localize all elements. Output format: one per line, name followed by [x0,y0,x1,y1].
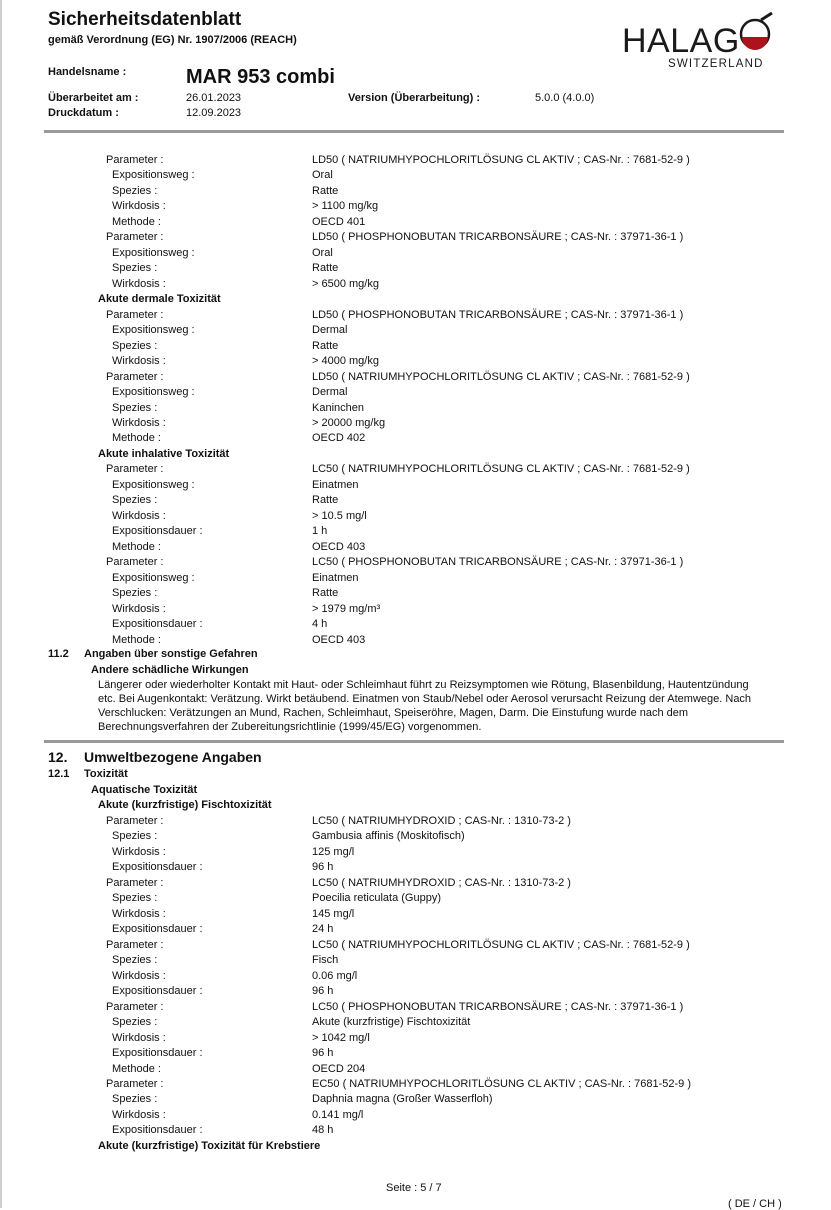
data-row [112,431,780,445]
data-row [112,215,780,229]
paragraph-line: etc. Bei Augenkontakt: Verätzung. Wirkt betäubend. Einatmen von Staub/Nebel oder Aerosol verursacht Reizung der Atemwege. Nach [98,693,752,705]
row-label: Wirkdosis : [112,845,166,858]
row-value: Fisch [312,954,339,967]
crustacean-toxicity-heading: Akute (kurzfristige) Toxizität für Krebstiere [98,1140,321,1152]
row-label: Spezies : [112,494,158,507]
row-value: > 20000 mg/kg [312,416,386,429]
data-row [112,524,780,538]
row-label: Parameter : [106,231,164,244]
header-divider [44,130,784,133]
row-value: LC50 ( NATRIUMHYDROXID ; CAS-Nr. : 1310-73-2 ) [312,815,571,827]
row-label: Wirkdosis : [112,602,166,615]
data-row [112,586,780,600]
row-value: LD50 ( NATRIUMHYPOCHLORITLÖSUNG CL AKTIV ; CAS-Nr. : 7681-52-9 ) [312,370,690,383]
row-label: Spezies : [112,1016,158,1029]
row-value: LD50 ( PHOSPHONOBUTAN TRICARBONSÄURE ; CAS-Nr. : 37971-36-1 ) [312,231,684,244]
row-value: 125 mg/l [312,845,355,858]
row-label: Expositionsweg : [112,246,195,259]
row-value: > 6500 mg/kg [312,277,379,290]
data-row [112,354,780,368]
language-code: ( DE / CH ) [728,1198,782,1210]
section-12-number: 12. [48,749,68,765]
paragraph-line: Berechnungsverfahren der Zubereitungsrichtlinie (1999/45/EG) vorgenommen. [98,721,482,733]
other-effects-heading: Andere schädliche Wirkungen [91,664,249,676]
row-label: Expositionsweg : [112,324,195,337]
row-label: Wirkdosis : [112,416,166,429]
row-value: Ratte [312,262,339,275]
version-label: Version (Überarbeitung) : [348,92,481,104]
row-label: Expositionsdauer : [112,861,203,874]
fish-toxicity-heading: Akute (kurzfristige) Fischtoxizität [98,799,272,811]
row-value: Dermal [312,324,348,337]
section-12-title: Umweltbezogene Angaben [84,749,262,765]
logo-flask-icon [741,13,772,50]
row-label: Spezies : [112,1093,158,1106]
logo-country: SWITZERLAND [668,58,764,70]
data-row [112,633,780,647]
row-label: Methode : [112,1062,161,1075]
row-value: Daphnia magna (Großer Wasserfloh) [312,1093,493,1106]
data-row [112,478,780,492]
data-row [106,370,780,384]
section-12-divider [44,740,784,743]
row-label: Methode : [112,633,161,646]
data-row [112,829,780,843]
row-label: Wirkdosis : [112,509,166,522]
aquatic-toxicity-heading: Aquatische Toxizität [91,784,198,796]
row-label: Parameter : [106,463,164,476]
version-value: 5.0.0 (4.0.0) [535,92,595,104]
row-value: > 1979 mg/m³ [312,602,381,615]
row-label: Expositionsweg : [112,571,195,584]
row-label: Expositionsweg : [112,169,195,182]
row-label: Parameter : [106,876,164,889]
revised-label: Überarbeitet am : [48,92,139,104]
data-row [112,922,780,936]
data-row [106,230,780,244]
data-row [112,1062,780,1076]
data-row [112,953,780,967]
row-value: LC50 ( PHOSPHONOBUTAN TRICARBONSÄURE ; CAS-Nr. : 37971-36-1 ) [312,1000,684,1013]
row-label: Spezies : [112,184,158,197]
toxicity-subheading: Akute inhalative Toxizität [98,447,230,460]
row-value: Dermal [312,386,348,399]
data-row [112,891,780,905]
row-value: Kaninchen [312,401,364,414]
row-value: Akute (kurzfristige) Fischtoxizität [312,1016,471,1029]
section-12-1-title: Toxizität [84,768,128,780]
page-edge [0,0,2,1208]
row-label: Spezies : [112,587,158,600]
row-value: > 4000 mg/kg [312,355,379,368]
row-value: OECD 401 [312,215,366,228]
data-row [112,540,780,554]
row-label: Methode : [112,432,161,445]
row-value: LC50 ( NATRIUMHYPOCHLORITLÖSUNG CL AKTIV ; CAS-Nr. : 7681-52-9 ) [312,938,690,951]
row-label: Expositionsdauer : [112,618,203,631]
data-row [112,571,780,585]
row-label: Expositionsdauer : [112,525,203,538]
data-row [112,1092,780,1106]
data-row [112,323,780,337]
row-label: Parameter : [106,370,164,383]
row-label: Spezies : [112,954,158,967]
section-11-2-number: 11.2 [48,648,69,660]
data-row [106,308,780,322]
data-row [112,617,780,631]
row-label: Expositionsdauer : [112,985,203,998]
revised-date: 26.01.2023 [186,92,242,104]
data-row [106,1077,780,1091]
data-row [112,845,780,859]
data-row [106,938,780,952]
row-value: LC50 ( NATRIUMHYDROXID ; CAS-Nr. : 1310-73-2 ) [312,876,571,889]
row-label: Parameter : [106,1077,164,1090]
data-row [106,555,780,569]
row-value: Einatmen [312,571,359,584]
data-row [112,1108,780,1122]
data-row [112,860,780,874]
data-row [106,814,780,828]
row-value: EC50 ( NATRIUMHYPOCHLORITLÖSUNG CL AKTIV ; CAS-Nr. : 7681-52-9 ) [312,1077,691,1090]
row-value: OECD 403 [312,540,366,553]
section-11-2-title: Angaben über sonstige Gefahren [84,648,258,660]
row-value: OECD 403 [312,633,366,646]
data-row [106,462,780,476]
section-12-1-number: 12.1 [48,768,70,780]
row-label: Wirkdosis : [112,355,166,368]
data-row [112,602,780,616]
row-label: Parameter : [106,154,164,166]
data-row [112,1031,780,1045]
document-subtitle: gemäß Verordnung (EG) Nr. 1907/2006 (REACH) [48,34,297,46]
row-value: 145 mg/l [312,907,355,920]
row-label: Expositionsdauer : [112,1124,203,1137]
data-row [112,184,780,198]
other-effects-paragraph [98,678,788,734]
page-number: Seite : 5 / 7 [386,1182,442,1194]
data-row [112,493,780,507]
data-row [112,1046,780,1060]
row-label: Spezies : [112,830,158,843]
row-value: > 1042 mg/l [312,1031,370,1044]
row-label: Wirkdosis : [112,969,166,982]
row-value: 0.141 mg/l [312,1108,364,1121]
row-value: > 10.5 mg/l [312,509,367,522]
row-value: > 1100 mg/kg [312,200,379,213]
row-label: Spezies : [112,401,158,414]
row-label: Parameter : [106,556,164,569]
row-value: Ratte [312,184,339,197]
data-row [112,416,780,430]
row-value: 4 h [312,618,328,631]
data-row [106,1000,780,1014]
row-label: Parameter : [106,815,164,827]
row-label: Methode : [112,540,161,553]
trade-name-label: Handelsname : [48,66,127,78]
row-label: Wirkdosis : [112,277,166,290]
data-row [112,907,780,921]
row-value: 0.06 mg/l [312,969,358,982]
row-label: Wirkdosis : [112,200,166,213]
row-label: Spezies : [112,262,158,275]
row-value: OECD 204 [312,1062,366,1075]
row-value: Ratte [312,587,339,600]
row-value: LC50 ( NATRIUMHYPOCHLORITLÖSUNG CL AKTIV ; CAS-Nr. : 7681-52-9 ) [312,463,690,476]
print-date-label: Druckdatum : [48,107,119,119]
row-value: 1 h [312,525,328,538]
data-row [112,1015,780,1029]
row-label: Wirkdosis : [112,1108,166,1121]
logo-brand: HALAG [622,22,740,60]
paragraph-line: Verschlucken: Verätzungen an Mund, Rachen, Schleimhaut, Speiseröhre, Magen, Darm. Die Einstufung wurde nach dem [98,707,689,719]
paragraph-line: Längerer oder wiederholter Kontakt mit Haut- oder Schleimhaut führt zu Reizsymptomen wie Rötung, Blasenbildung, Hautentzündung [98,679,749,691]
product-name: MAR 953 combi [186,66,335,88]
row-value: OECD 402 [312,432,366,445]
data-row [112,984,780,998]
row-label: Wirkdosis : [112,1031,166,1044]
data-row [112,199,780,213]
row-value: LD50 ( NATRIUMHYPOCHLORITLÖSUNG CL AKTIV ; CAS-Nr. : 7681-52-9 ) [312,154,690,166]
row-value: LD50 ( PHOSPHONOBUTAN TRICARBONSÄURE ; CAS-Nr. : 37971-36-1 ) [312,308,684,321]
data-row [112,339,780,353]
data-row [112,1123,780,1137]
row-value: Oral [312,169,333,182]
data-row [106,876,780,890]
data-row [112,401,780,415]
row-value: 96 h [312,1047,334,1060]
row-label: Parameter : [106,308,164,321]
row-label: Spezies : [112,892,158,905]
row-label: Spezies : [112,339,158,352]
row-label: Methode : [112,215,161,228]
row-label: Parameter : [106,1000,164,1013]
row-value: Ratte [312,339,339,352]
toxicity-subheading: Akute dermale Toxizität [98,293,221,306]
data-row [112,261,780,275]
data-row [112,246,780,260]
row-label: Expositionsdauer : [112,923,203,936]
row-value: 96 h [312,861,334,874]
print-date: 12.09.2023 [186,107,242,119]
row-label: Expositionsdauer : [112,1047,203,1060]
row-label: Wirkdosis : [112,907,166,920]
data-row [112,168,780,182]
document-title: Sicherheitsdatenblatt [48,9,242,30]
data-row [106,153,780,167]
row-label: Parameter : [106,938,164,951]
row-value: Oral [312,246,333,259]
row-value: 48 h [312,1124,334,1137]
row-value: 24 h [312,923,334,936]
row-value: Gambusia affinis (Moskitofisch) [312,830,465,843]
data-row [112,385,780,399]
data-row [112,277,780,291]
row-value: Ratte [312,494,339,507]
row-value: 96 h [312,985,334,998]
row-value: Poecilia reticulata (Guppy) [312,892,442,905]
row-label: Expositionsweg : [112,386,195,399]
row-value: Einatmen [312,478,359,491]
data-row [112,509,780,523]
row-value: LC50 ( PHOSPHONOBUTAN TRICARBONSÄURE ; CAS-Nr. : 37971-36-1 ) [312,556,684,569]
halag-logo [620,12,785,74]
row-label: Expositionsweg : [112,478,195,491]
data-row [112,969,780,983]
